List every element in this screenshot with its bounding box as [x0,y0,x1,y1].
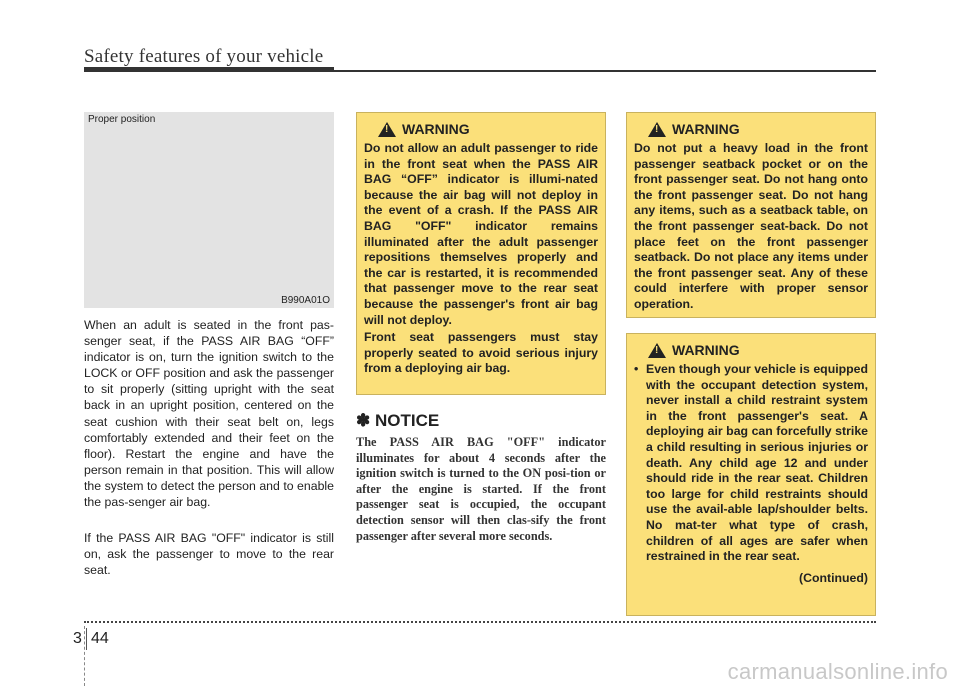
warning-title: WARNING [402,121,470,137]
footer-rule [84,621,876,623]
notice-title: NOTICE [374,411,440,430]
bullet-marker: • [634,362,639,376]
warning-text-2: Front seat passengers must stay properly seated to avoid serious injury from a deploying air bag. [364,330,598,376]
figure-caption: Proper position [88,114,156,125]
page-number-divider [86,628,87,650]
warning-triangle-icon [648,343,666,358]
warning-header [648,121,868,137]
figure-illustration [84,112,334,308]
page-number: 44 [91,630,109,647]
page-section-number: 3 [73,630,82,647]
header-rule-accent [84,67,334,72]
body-paragraph-2: If the PASS AIR BAG "OFF" indicator is still on, ask the passenger to move to the rear seat. [84,531,334,578]
warning-triangle-icon [378,122,396,137]
body-paragraph-1: When an adult is seated in the front pas-senger seat, if the PASS AIR BAG “OFF” indicator is on, turn the ignition switch to the LOCK or OFF position and ask the passenger to sit properly (sitting upright with the seat back in an upright position, centered on the seat cushion with their seat belt on, legs comfortably extended and their feet on the floor). Restart the engine and have the person remain in that position. This will allow the system to detect the person and to enable the pas-senger air bag. [84,318,334,510]
warning-title: WARNING [672,342,740,358]
notice-text: The PASS AIR BAG "OFF" indicator illuminates for about 4 seconds after the ignition switch is turned to the ON posi-tion or after the engine is started. If the front passenger seat is occupied, the occupant detection sensor will then clas-sify the front passenger after several more seconds. [356,435,606,543]
warning-box-adult-passenger [356,112,606,395]
footer-margin-line [84,626,85,686]
page-header-title: Safety features of your vehicle [84,46,324,67]
warning-header [648,342,868,358]
warning-bullet-item [634,362,868,565]
watermark: carmanualsonline.info [727,659,948,684]
warning-text: Do not put a heavy load in the front passenger seatback pocket or on the front passenger seat. Do not hang onto the front passenger seat. Do not hang any items, such as a seatback table, on the front passenger seat-back. Do not place feet on the front passenger seatback. Do not place any items under the front passenger seat. Any of these could interfere with proper sensor operation. [634,141,868,311]
warning-text: Do not allow an adult passenger to ride in the front seat when the PASS AIR BAG “OFF” indicator is illumi-nated because the air bag will not deploy in the event of a crash. If the PASS AIR BAG "OFF" indicator remains illuminated after the adult passenger repositions themselves properly and the car is restarted, it is recommended that passenger move to the rear seat because the passenger's front air bag will not deploy. [364,141,598,327]
figure-code: B990A01O [281,295,330,306]
notice-heading [356,411,439,431]
continued-label: (Continued) [799,570,868,585]
notice-star-icon: ✽ [356,411,371,430]
warning-header [378,121,598,137]
warning-box-seatback-load [626,112,876,318]
warning-text: Even though your vehicle is equipped with the occupant detection system, never install a child restraint system in the front passenger's seat. A deploying air bag can forcefully strike a child resulting in serious injuries or death. Any child age 12 and under should ride in the rear seat. Children too large for child restraints should use the avail-able lap/shoulder belts. No mat-ter what type of crash, children of all ages are safer when restrained in the rear seat. [646,362,868,564]
warning-triangle-icon [648,122,666,137]
warning-title: WARNING [672,121,740,137]
warning-box-child-restraint [626,333,876,616]
